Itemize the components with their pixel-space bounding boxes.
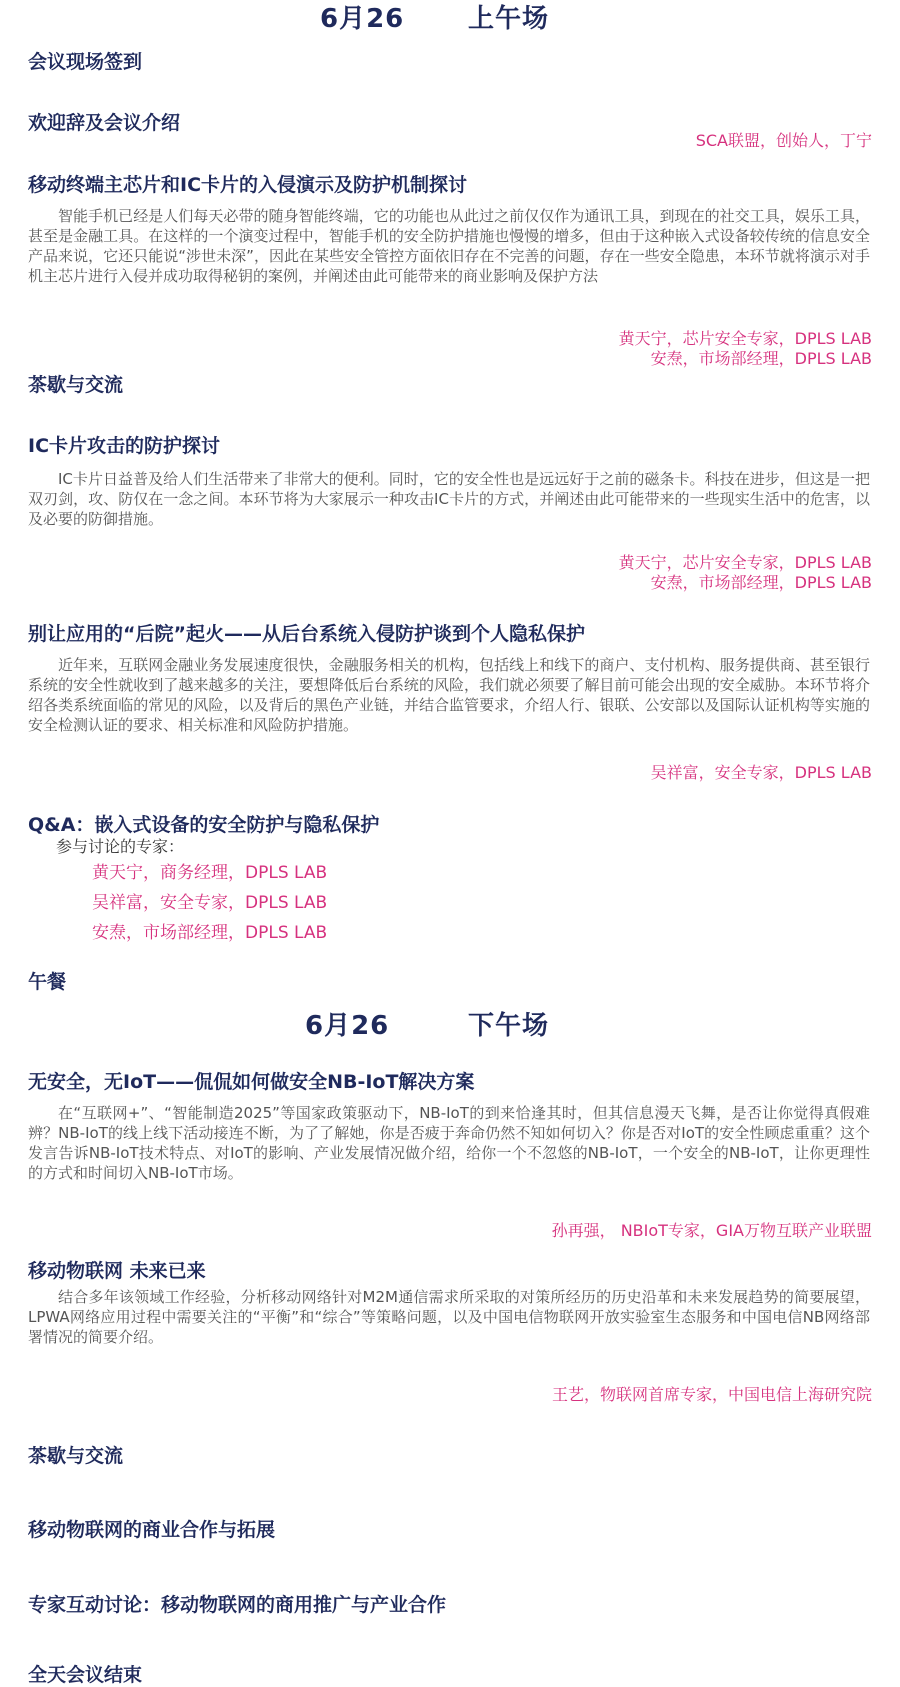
talk1-speaker-2: 安焘，市场部经理，DPLS LAB bbox=[650, 349, 872, 368]
talk5-description: 结合多年该领域工作经验，分析移动网络针对M2M通信需求所采取的对策所经历的历史沿革和未来发展趋势的简要展望，LPWA网络应用过程中需要关注的“平衡”和“综合”等策略问题，以及中国电信物联网开放实验室生态服务和中国电信NB网络部署情况的简要介绍。 bbox=[28, 1288, 870, 1346]
talk4-title: 无安全，无IoT——侃侃如何做安全NB-IoT解决方案 bbox=[28, 1071, 475, 1093]
welcome-title: 欢迎辞及会议介绍 bbox=[28, 112, 181, 134]
talk4-speaker-1: 孙再强， NBIoT专家，GIA万物互联产业联盟 bbox=[551, 1221, 872, 1240]
morning-date: 6月26 bbox=[320, 4, 405, 34]
talk2-title: IC卡片攻击的防护探讨 bbox=[28, 435, 221, 457]
qa-expert-1: 黄天宁，商务经理，DPLS LAB bbox=[92, 863, 328, 883]
lunch-title: 午餐 bbox=[28, 971, 67, 993]
qa-experts-label: 参与讨论的专家： bbox=[56, 837, 185, 856]
talk3-description: 近年来，互联网金融业务发展速度很快，金融服务相关的机构，包括线上和线下的商户、支付机构、服务提供商、甚至银行系统的安全性就收到了越来越多的关注，要想降低后台系统的风险，我们就必须要了解目前可能会出现的安全威胁。本环节将介绍各类系统面临的常见的风险，以及背后的黑色产业链，并结合监管要求，介绍人行、银联、公安部以及国际认证机构等实施的安全检测认证的要求、相关标准和风险防护措施。 bbox=[28, 656, 870, 734]
morning-label: 上午场 bbox=[468, 4, 550, 34]
talk3-speaker-1: 吴祥富，安全专家，DPLS LAB bbox=[650, 763, 872, 782]
afternoon-date: 6月26 bbox=[305, 1011, 390, 1041]
talk2-description: IC卡片日益普及给人们生活带来了非常大的便利。同时，它的安全性也是远远好于之前的磁条卡。科技在进步，但这是一把双刃剑，攻、防仅在一念之间。本环节将为大家展示一种攻击IC卡片的方式，并阐述由此可能带来的一些现实生活中的危害，以及必要的防御措施。 bbox=[28, 470, 870, 528]
biz-title: 移动物联网的商业合作与拓展 bbox=[28, 1519, 276, 1541]
talk5-speaker-1: 王艺，物联网首席专家，中国电信上海研究院 bbox=[551, 1385, 872, 1404]
qa-title: Q&A：嵌入式设备的安全防护与隐私保护 bbox=[28, 814, 380, 836]
afternoon-label: 下午场 bbox=[468, 1011, 550, 1041]
talk1-speaker-1: 黄天宁，芯片安全专家，DPLS LAB bbox=[618, 329, 872, 348]
talk3-title: 别让应用的“后院”起火——从后台系统入侵防护谈到个人隐私保护 bbox=[28, 623, 585, 645]
talk2-speaker-1: 黄天宁，芯片安全专家，DPLS LAB bbox=[618, 553, 872, 572]
talk4-description: 在“互联网+”、“智能制造2025”等国家政策驱动下，NB-IoT的到来恰逢其时，但其信息漫天飞舞，是否让你觉得真假难辨？NB-IoT的线上线下活动接连不断，为了了解她，你是否疲于奔命仍然不知如何切入？你是否对IoT的安全性顾虑重重？这个发言告诉NB-IoT技术特点、对IoT的影响、产业发展情况做介绍，给你一个不忽悠的NB-IoT，一个安全的NB-IoT，让你更理性的方式和时间切入NB-IoT市场。 bbox=[28, 1104, 870, 1182]
qa-expert-2: 吴祥富，安全专家，DPLS LAB bbox=[92, 893, 328, 913]
talk5-title: 移动物联网 未来已来 bbox=[28, 1260, 206, 1282]
panel-title: 专家互动讨论：移动物联网的商用推广与产业合作 bbox=[28, 1594, 447, 1616]
checkin-title: 会议现场签到 bbox=[28, 51, 143, 73]
talk1-title: 移动终端主芯片和IC卡片的入侵演示及防护机制探讨 bbox=[28, 174, 468, 196]
break1-title: 茶歇与交流 bbox=[28, 374, 124, 396]
break2-title: 茶歇与交流 bbox=[28, 1445, 124, 1467]
end-title: 全天会议结束 bbox=[28, 1664, 143, 1686]
welcome-speaker: SCA联盟，创始人，丁宁 bbox=[695, 131, 872, 150]
talk1-description: 智能手机已经是人们每天必带的随身智能终端，它的功能也从此过之前仅仅作为通讯工具，到现在的社交工具，娱乐工具，甚至是金融工具。在这样的一个演变过程中，智能手机的安全防护措施也慢慢的增多，但由于这种嵌入式设备较传统的信息安全产品来说，它还只能说“涉世未深”，因此在某些安全管控方面依旧存在不完善的问题，存在一些安全隐患，本环节就将演示对手机主芯片进行入侵并成功取得秘钥的案例，并阐述由此可能带来的商业影响及保护方法 bbox=[28, 207, 870, 285]
talk2-speaker-2: 安焘，市场部经理，DPLS LAB bbox=[650, 573, 872, 592]
qa-expert-3: 安焘，市场部经理，DPLS LAB bbox=[92, 923, 328, 943]
